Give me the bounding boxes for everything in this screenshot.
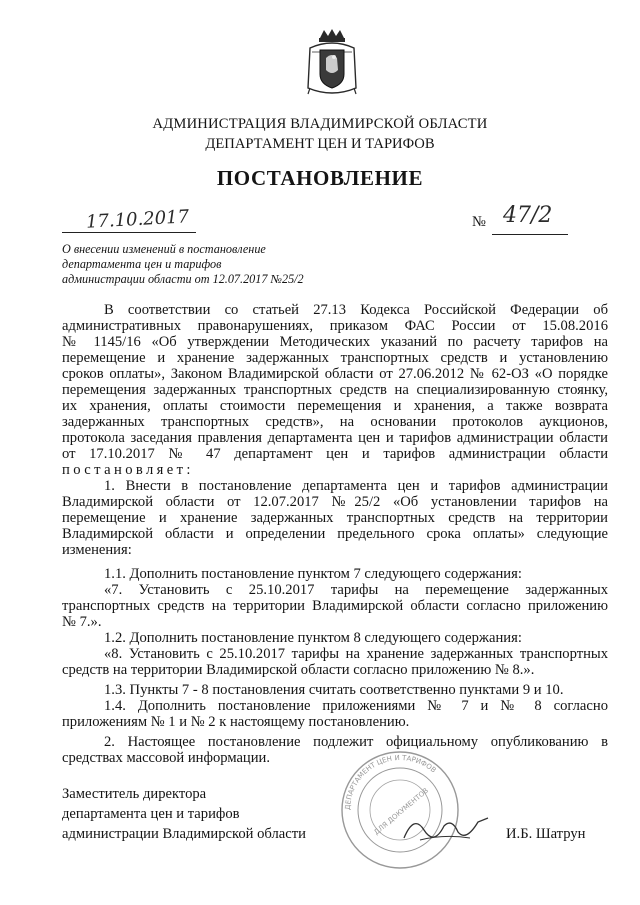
coat-of-arms-icon (304, 28, 360, 98)
body-line: Владимирской области от 12.07.2017 №25/2 «Об установлении тарифов на (62, 494, 608, 510)
signatory-position: администрации Владимирской области (62, 826, 306, 842)
document-type-title: ПОСТАНОВЛЕНИЕ (216, 166, 424, 190)
body-line: изменения: (62, 542, 132, 558)
document-date: 17.10.2017 (85, 206, 190, 233)
subject-line: департамента цен и тарифов (62, 257, 222, 271)
body-line: 1.1. Дополнить постановление пунктом 7 следующего содержания: (104, 566, 522, 582)
body-line: Владимирской области и определении предельного срока оплаты» следующие (62, 526, 608, 542)
body-line: перемещения задержанных транспортных средств на специализированную стоянку, (62, 382, 608, 398)
body-line: 1.2. Дополнить постановление пунктом 8 следующего содержания: (104, 630, 522, 646)
body-line: приложениям № 1 и № 2 к настоящему постановлению. (62, 714, 410, 730)
signatory-position: Заместитель директора (62, 786, 207, 802)
subject-line: администрации области от 12.07.2017 №25/2 (62, 272, 304, 286)
body-line: от 17.10.2017 № 47 департамент цен и тарифов администрации области (62, 446, 608, 462)
number-sign: № (472, 214, 486, 230)
signatory-name: И.Б. Шатрун (506, 826, 586, 842)
stamp-center-text: ДЛЯ ДОКУМЕНТОВ (372, 786, 431, 837)
body-line: 1. Внести в постановление департамента цен и тарифов администрации (104, 478, 608, 494)
body-line: «8. Установить с 25.10.2017 тарифы на хранение задержанных транспортных (104, 646, 608, 662)
body-line: транспортных средств на территории Владимирской области согласно приложению (62, 598, 608, 614)
body-line: 1.4. Дополнить постановление приложениями № 7 и № 8 согласно (104, 698, 608, 714)
org-name-line2: ДЕПАРТАМЕНТ ЦЕН И ТАРИФОВ (205, 136, 435, 152)
subject-line: О внесении изменений в постановление (62, 242, 266, 256)
body-line: перемещение и хранение задержанных транспортных средств и установлению (62, 350, 608, 366)
body-line: № 1145/16 «Об утверждении Методических указаний по расчету тарифов на (62, 334, 608, 350)
body-line: их хранения, оплаты стоимости перемещения и хранения, а также возврата (62, 398, 608, 414)
handwritten-signature (400, 808, 492, 848)
body-line: средств на территории Владимирской области согласно приложению № 8.». (62, 662, 535, 678)
stamp-ring-text: ДЕПАРТАМЕНТ ЦЕН И ТАРИФОВ (343, 753, 438, 811)
body-line: постановляет: (62, 462, 194, 478)
document-number: 47/2 (503, 203, 553, 228)
signatory-position: департамента цен и тарифов (62, 806, 240, 822)
body-line: 1.3. Пункты 7 - 8 постановления считать соответственно пунктами 9 и 10. (104, 682, 564, 698)
body-line: сроков оплаты», Законом Владимирской области от 27.06.2012 № 62-ОЗ «О порядке (62, 366, 608, 382)
org-name-line1: АДМИНИСТРАЦИЯ ВЛАДИМИРСКОЙ ОБЛАСТИ (152, 116, 488, 132)
body-line: В соответствии со статьей 27.13 Кодекса Российской Федерации об (104, 302, 608, 318)
body-line: 2. Настоящее постановление подлежит официальному опубликованию в (104, 734, 608, 750)
body-line: «7. Установить с 25.10.2017 тарифы на перемещение задержанных (104, 582, 608, 598)
body-line: перемещение и хранение задержанных транспортных средств на территории (62, 510, 608, 526)
body-line: протокола заседания правления департамента цен и тарифов администрации области (62, 430, 608, 446)
body-line: задержанных транспортных средств», на основании протоколов аукционов, (62, 414, 608, 430)
body-line: административных правонарушениях, приказом ФАС России от 15.08.2016 (62, 318, 608, 334)
number-underline (492, 234, 568, 235)
body-line: № 7.». (62, 614, 102, 630)
body-line: средствах массовой информации. (62, 750, 271, 766)
date-underline (62, 232, 196, 233)
